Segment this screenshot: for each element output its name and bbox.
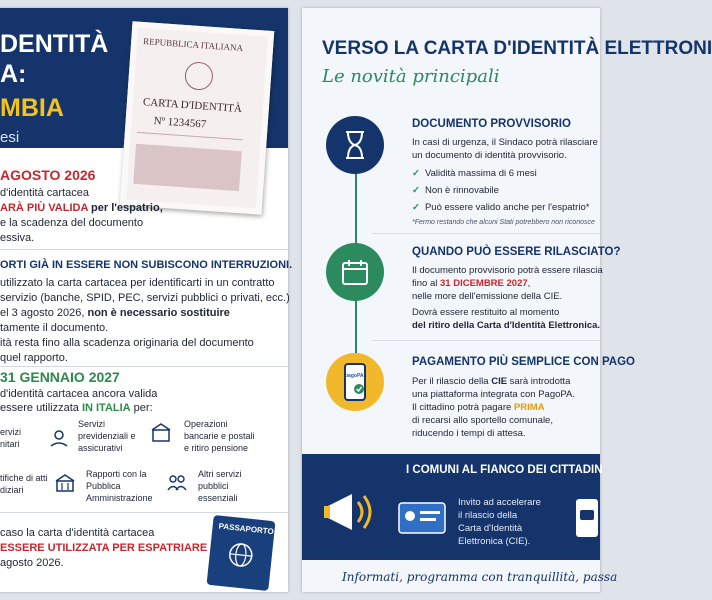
item1-line-2: un documento di identità provvisorio. bbox=[412, 150, 567, 161]
footer-line-1: Invito ad accelerare bbox=[458, 497, 541, 508]
right-infographic-panel bbox=[302, 8, 712, 592]
card-stripe bbox=[133, 144, 242, 191]
grid-admin-line-1: Rapporti con la bbox=[86, 469, 147, 479]
footer-heading: I COMUNI AL FIANCO DEI CITTADIN bbox=[406, 464, 603, 476]
divider bbox=[372, 233, 600, 234]
left-infographic-panel bbox=[0, 8, 293, 592]
section1-line-2 bbox=[0, 201, 163, 217]
section3-date-text: 31 GENNAIO 2027 bbox=[0, 369, 120, 385]
passport-image bbox=[207, 515, 276, 591]
people-icon bbox=[166, 472, 188, 494]
smartphone-icon bbox=[343, 363, 367, 401]
check-icon: ✓ bbox=[412, 168, 420, 179]
grid-item-certificates bbox=[0, 472, 48, 496]
grid-item-insurance bbox=[78, 418, 136, 454]
globe-icon bbox=[227, 541, 256, 570]
item1-footnote: *Fermo restando che alcuni Stati potrebbero non riconosce bbox=[412, 219, 595, 226]
section3-in-italia: IN ITALIA bbox=[81, 402, 131, 414]
section2-line-3b: non è necessario sostituire bbox=[87, 307, 230, 319]
phone-chat-icon bbox=[574, 498, 600, 538]
section1-line-1: d'identità cartacea bbox=[0, 187, 89, 199]
item1-bullet-2 bbox=[412, 185, 499, 196]
item2-line-2a: fino al bbox=[412, 278, 440, 289]
item3-circle bbox=[326, 353, 384, 411]
paper-id-card-image bbox=[120, 21, 274, 214]
emblem-icon bbox=[184, 61, 214, 91]
grid-certificates-line-1: tifiche di atti bbox=[0, 473, 48, 483]
item2-heading: QUANDO PUÒ ESSERE RILASCIATO? bbox=[412, 246, 621, 258]
item3-heading: PAGAMENTO PIÙ SEMPLICE CON PAGO bbox=[412, 356, 635, 368]
section1-line-3: e la scadenza del documento bbox=[0, 217, 144, 229]
item1-line-1: In casi di urgenza, il Sindaco potrà rilasciare bbox=[412, 137, 598, 148]
section1-line-2-rest: per l'espatrio, bbox=[88, 202, 163, 214]
grid-insurance-line-2: previdenziali e bbox=[78, 431, 136, 441]
right-subtitle: Le novità principali bbox=[322, 66, 500, 87]
item2-line-2 bbox=[412, 277, 530, 290]
card-divider bbox=[137, 132, 243, 140]
item1-bullet-3 bbox=[412, 202, 589, 213]
divider bbox=[0, 366, 288, 367]
item2-line-2c: , bbox=[527, 278, 531, 289]
grid-admin-line-3: Amministrazione bbox=[86, 493, 153, 503]
item1-bullet-2-text: Non è rinnovabile bbox=[424, 185, 499, 196]
section3-line-2c: per: bbox=[130, 402, 153, 414]
grid-other-line-2: pubblici bbox=[198, 481, 229, 491]
item3-line-1c: sarà introdotta bbox=[507, 376, 571, 387]
grid-admin-line-2: Pubblica bbox=[86, 481, 121, 491]
grid-item-health bbox=[0, 426, 21, 450]
bank-icon bbox=[150, 422, 172, 444]
section1-not-valid-text: ARÀ PIÙ VALIDA bbox=[0, 202, 88, 214]
tagline: Informati, programma con tranquillità, passa bbox=[342, 570, 618, 584]
section1-line-4: essiva. bbox=[0, 232, 35, 244]
item1-bullet-3-text: Può essere valido anche per l'espatrio* bbox=[424, 202, 590, 213]
grid-certificates-line-2: diziari bbox=[0, 485, 24, 495]
item1-circle bbox=[326, 116, 384, 174]
section4-line-3: agosto 2026. bbox=[0, 557, 64, 569]
card-country-text: REPUBBLICA ITALIANA bbox=[142, 36, 244, 54]
divider bbox=[372, 340, 600, 341]
item3-line-4: di recarsi allo sportello comunale, bbox=[412, 415, 553, 426]
left-title-line-4: esi bbox=[0, 129, 20, 146]
left-title-line-1: DENTITÀ bbox=[0, 30, 109, 58]
card-title-text: CARTA D'IDENTITÀ bbox=[142, 96, 243, 116]
item3-cie: CIE bbox=[491, 376, 508, 387]
section3-date bbox=[0, 370, 120, 388]
right-title: VERSO LA CARTA D'IDENTITÀ ELETTRONI bbox=[322, 38, 712, 59]
item1-bullet-1 bbox=[412, 168, 537, 179]
item2-line-5: del ritiro della Carta d'Identità Elettronica. bbox=[412, 320, 601, 331]
item3-line-5: riducendo i tempi di attesa. bbox=[412, 428, 526, 439]
grid-banking-line-3: e ritiro pensione bbox=[184, 443, 249, 453]
section3-line-2 bbox=[0, 401, 153, 417]
section3-line-2a: essere utilizzata bbox=[0, 402, 82, 414]
section2-line-4: tamente il documento. bbox=[0, 322, 109, 334]
hourglass-icon bbox=[343, 130, 367, 160]
id-card-icon bbox=[398, 502, 446, 534]
section4-line-2: ESSERE UTILIZZATA PER ESPATRIARE bbox=[0, 542, 208, 554]
section2-line-5: ità resta fino alla scadenza originaria del documento bbox=[0, 337, 254, 349]
footer-text bbox=[458, 496, 541, 548]
item3-line-1 bbox=[412, 375, 570, 388]
section3-line-1: d'identità cartacea ancora valida bbox=[0, 388, 158, 400]
footer-line-3: Carta d'Identità bbox=[458, 523, 523, 534]
section1-date-text: AGOSTO 2026 bbox=[0, 167, 96, 183]
check-icon: ✓ bbox=[412, 202, 420, 213]
item2-circle bbox=[326, 243, 384, 301]
hand-care-icon bbox=[48, 428, 70, 450]
passport-label: PASSAPORTO bbox=[218, 521, 275, 537]
card-number-text: Nº 1234567 bbox=[153, 115, 207, 131]
building-icon bbox=[54, 472, 76, 494]
item3-line-3 bbox=[412, 401, 545, 414]
item1-bullet-1-text: Validità massima di 6 mesi bbox=[424, 168, 537, 179]
grid-health-line-1: ervizi bbox=[0, 427, 22, 437]
footer-line-2: il rilascio della bbox=[458, 510, 518, 521]
grid-other-line-1: Altri servizi bbox=[198, 469, 242, 479]
section1-date bbox=[0, 168, 95, 186]
section2-line-3 bbox=[0, 306, 230, 322]
item2-line-1: Il documento provvisorio potrà essere rilascia bbox=[412, 265, 603, 276]
check-icon: ✓ bbox=[412, 185, 420, 196]
grid-banking-line-1: Operazioni bbox=[184, 419, 228, 429]
item2-line-3: nelle more dell'emissione della CIE. bbox=[412, 291, 563, 302]
left-title-line-2: A: bbox=[0, 60, 27, 88]
section2-line-6: quel rapporto. bbox=[0, 352, 68, 364]
item3-prima: PRIMA bbox=[513, 402, 545, 413]
item3-line-1a: Per il rilascio della bbox=[412, 376, 492, 387]
item3-line-2: una piattaforma integrata con PagoPA. bbox=[412, 389, 576, 400]
item3-line-3a: Il cittadino potrà pagare bbox=[412, 402, 514, 413]
grid-item-banking bbox=[184, 418, 255, 454]
calendar-icon bbox=[341, 258, 369, 286]
section2-heading: ORTI GIÀ IN ESSERE NON SUBISCONO INTERRUZIONI. bbox=[0, 259, 293, 271]
divider bbox=[0, 249, 288, 250]
pagopa-app-label: pagoPA bbox=[345, 373, 364, 379]
section2-line-3a: el 3 agosto 2026, bbox=[0, 307, 88, 319]
grid-insurance-line-3: assicurativi bbox=[78, 443, 123, 453]
footer-band bbox=[302, 454, 603, 560]
grid-banking-line-2: bancarie e postali bbox=[184, 431, 255, 441]
grid-other-line-3: essenziali bbox=[198, 493, 238, 503]
grid-item-other-services bbox=[198, 468, 242, 504]
megaphone-icon bbox=[322, 484, 382, 540]
section4-line-1: caso la carta d'identità cartacea bbox=[0, 527, 155, 539]
grid-health-line-2: nitari bbox=[0, 439, 20, 449]
item2-deadline: 31 DICEMBRE 2027 bbox=[440, 278, 528, 289]
item2-line-4: Dovrà essere restituito al momento bbox=[412, 307, 560, 318]
divider bbox=[0, 512, 288, 513]
section2-line-2: servizio (banche, SPID, PEC, servizi pubblici o privati, ecc.) bbox=[0, 292, 290, 304]
services-grid bbox=[0, 416, 288, 506]
section2-line-1: utilizzato la carta cartacea per identificarti in un contratto bbox=[0, 277, 275, 289]
grid-item-public-admin bbox=[86, 468, 153, 504]
grid-insurance-line-1: Servizi bbox=[78, 419, 106, 429]
left-title-line-3: MBIA bbox=[0, 94, 64, 122]
item1-heading: DOCUMENTO PROVVISORIO bbox=[412, 118, 571, 130]
footer-line-4: Elettronica (CIE). bbox=[458, 536, 531, 547]
